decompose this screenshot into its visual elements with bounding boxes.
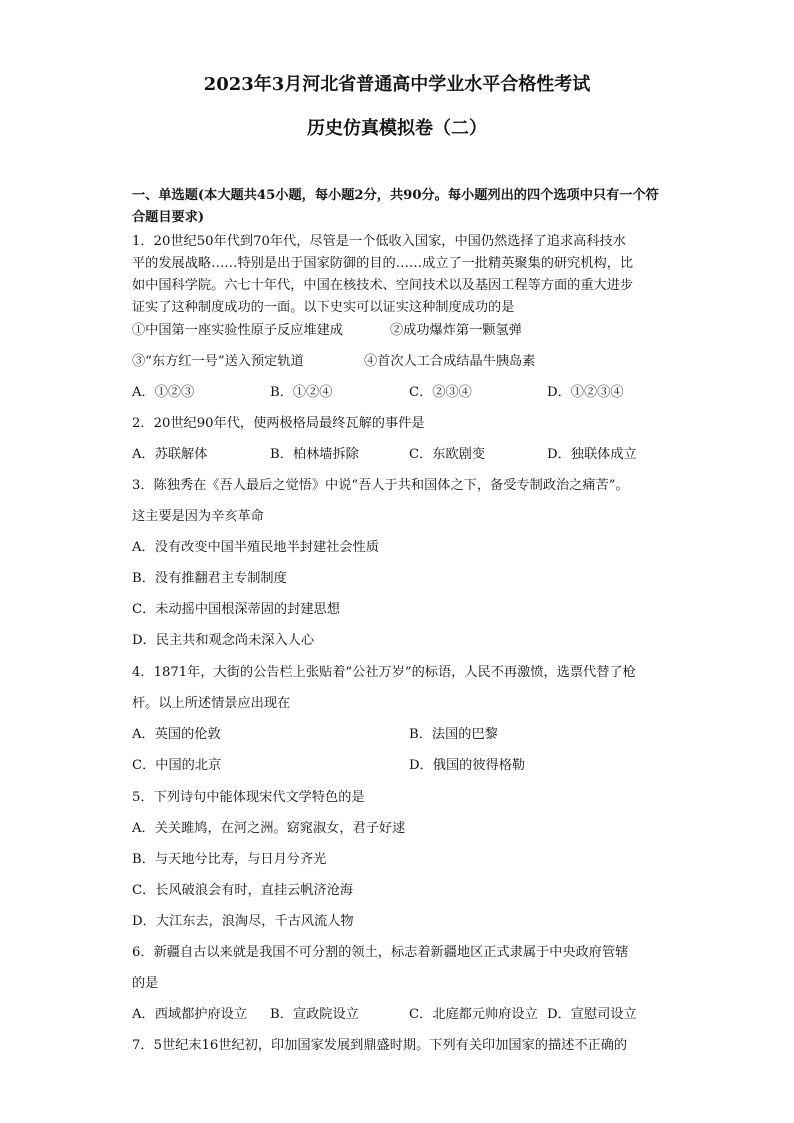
q1-option-a[interactable]: A．①②③ (132, 385, 195, 400)
q3-option-d[interactable]: D．民主共和观念尚未深入人心 (132, 633, 315, 648)
q3-option-a[interactable]: A．没有改变中国半殖民地半封建社会性质 (132, 540, 379, 555)
q2-option-d[interactable]: D．独联体成立 (547, 447, 637, 462)
q1-line-3: 如中国科学院。六七十年代，中国在核技术、空间技术以及基因工程等方面的重大进步 (132, 278, 634, 293)
q4-option-c[interactable]: C．中国的北京 (132, 758, 222, 773)
q6-option-c[interactable]: C．北庭都元帅府设立 (409, 1007, 538, 1022)
q4-line-2: 杆。以上所述情景应出现在 (132, 696, 291, 711)
q2-option-c[interactable]: C．东欧剧变 (409, 447, 486, 462)
q5-stem: 5．下列诗句中能体现宋代文学特色的是 (132, 790, 365, 805)
q6-line-2: 的是 (132, 976, 159, 991)
q1-option-d[interactable]: D．①②③④ (547, 385, 624, 400)
q4-option-d[interactable]: D．俄国的彼得格勒 (409, 758, 526, 773)
q2-option-a[interactable]: A．苏联解体 (132, 447, 208, 462)
q3-line-2: 这主要是因为辛亥革命 (132, 509, 264, 524)
q1-line-4: 证实了这种制度成功的一面。以下史实可以证实这种制度成功的是 (132, 300, 515, 315)
q1-item-4: ④首次人工合成结晶牛胰岛素 (364, 354, 536, 369)
q1-line-1: 1．20世纪50年代到70年代，尽管是一个低收入国家，中国仍然选择了追求高科技水 (132, 234, 626, 249)
q1-option-c[interactable]: C．②③④ (409, 385, 472, 400)
q1-option-b[interactable]: B．①②④ (270, 385, 333, 400)
q6-option-d[interactable]: D．宣慰司设立 (547, 1007, 637, 1022)
q1-item-1: ①中国第一座实验性原子反应堆建成 (132, 323, 343, 338)
section-heading: 一、单选题(本大题共45小题，每小题2分，共90分。每小题列出的四个选项中只有一个符合题目要求) (132, 188, 659, 225)
q5-option-b[interactable]: B．与天地兮比寿，与日月兮齐光 (132, 852, 327, 867)
q4-option-b[interactable]: B．法国的巴黎 (409, 727, 498, 742)
q3-option-b[interactable]: B．没有推翻君主专制制度 (132, 571, 287, 586)
q1-item-2: ②成功爆炸第一颗氢弹 (390, 323, 522, 338)
q1-item-3: ③“东方红一号”送入预定轨道 (132, 354, 304, 369)
q4-option-a[interactable]: A．英国的伦敦 (132, 727, 221, 742)
q5-option-c[interactable]: C．长风破浪会有时，直挂云帆济沧海 (132, 883, 354, 898)
q3-option-c[interactable]: C．未动摇中国根深蒂固的封建思想 (132, 602, 340, 617)
q6-option-a[interactable]: A．西域都护府设立 (132, 1007, 248, 1022)
q2-option-b[interactable]: B．柏林墙拆除 (270, 447, 359, 462)
exam-title: 2023年3月河北省普通高中学业水平合格性考试 (203, 74, 591, 95)
q3-line-1: 3．陈独秀在《吾人最后之觉悟》中说“吾人于共和国体之下，备受专制政治之痛苦”。 (132, 478, 629, 493)
q7-stem: 7．5世纪末16世纪初，印加国家发展到鼎盛时期。下列有关印加国家的描述不正确的 (132, 1038, 628, 1053)
q5-option-d[interactable]: D．大江东去，浪淘尽，千古风流人物 (132, 914, 354, 929)
q6-option-b[interactable]: B．宣政院设立 (270, 1007, 359, 1022)
q2-stem: 2．20世纪90年代，使两极格局最终瓦解的事件是 (132, 416, 425, 431)
exam-subtitle: 历史仿真模拟卷（二） (307, 118, 487, 139)
q6-line-1: 6．新疆自古以来就是我国不可分割的领土，标志着新疆地区正式隶属于中央政府管辖 (132, 945, 629, 960)
q1-line-2: 平的发展战略……特别是出于国家防御的目的……成立了一批精英聚集的研究机构，比 (132, 256, 634, 271)
q5-option-a[interactable]: A．关关雎鸠，在河之洲。窈窕淑女，君子好逑 (132, 821, 406, 836)
q4-line-1: 4．1871年，大街的公告栏上张贴着“公社万岁”的标语，人民不再激愤，选票代替了枪 (132, 665, 636, 680)
